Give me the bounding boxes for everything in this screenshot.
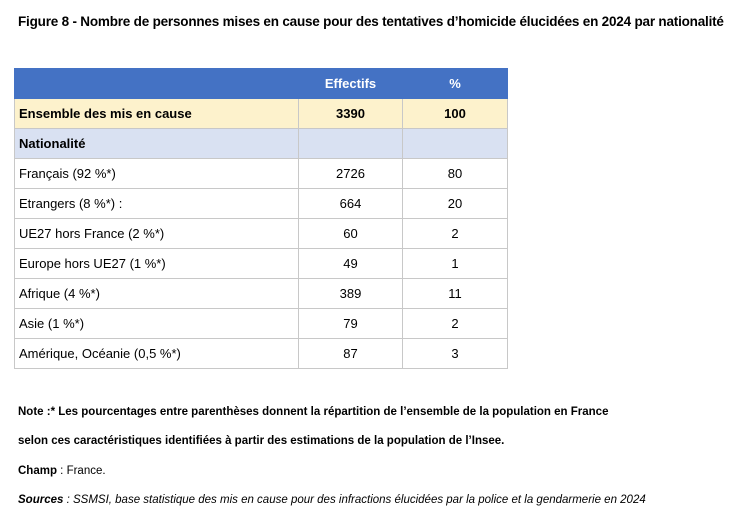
row-pct: 2 <box>403 309 508 339</box>
row-label: Amérique, Océanie (0,5 %*) <box>15 339 299 369</box>
data-table <box>14 68 508 369</box>
table-row <box>15 159 508 189</box>
note-line-1 <box>18 406 608 418</box>
row-effectifs: 79 <box>299 309 403 339</box>
row-label: Afrique (4 %*) <box>15 279 299 309</box>
table-section-row <box>15 129 508 159</box>
row-pct: 3 <box>403 339 508 369</box>
champ-label: Champ <box>18 465 57 477</box>
row-effectifs: 49 <box>299 249 403 279</box>
table-row <box>15 189 508 219</box>
table-row <box>15 309 508 339</box>
row-label: Asie (1 %*) <box>15 309 299 339</box>
note-line-2: selon ces caractéristiques identifiées à partir des estimations de la population de l’Insee. <box>18 435 505 447</box>
row-pct: 20 <box>403 189 508 219</box>
table-row <box>15 339 508 369</box>
row-pct: 2 <box>403 219 508 249</box>
header-cell-effectifs: Effectifs <box>299 69 403 99</box>
row-effectifs: 389 <box>299 279 403 309</box>
section-empty-cell <box>403 129 508 159</box>
sources-label: Sources <box>18 494 64 506</box>
row-label: UE27 hors France (2 %*) <box>15 219 299 249</box>
section-empty-cell <box>299 129 403 159</box>
champ-line <box>18 465 106 477</box>
header-cell-label <box>15 69 299 99</box>
total-label: Ensemble des mis en cause <box>15 99 299 129</box>
table-row <box>15 219 508 249</box>
figure-title: Figure 8 - Nombre de personnes mises en cause pour des tentatives d’homicide élucidées en 2024 par nationalité <box>18 14 724 29</box>
row-pct: 11 <box>403 279 508 309</box>
note-label: Note <box>18 406 44 418</box>
sources-line <box>18 494 646 506</box>
section-label: Nationalité <box>15 129 299 159</box>
table-total-row <box>15 99 508 129</box>
champ-text: : France. <box>56 465 106 477</box>
table-row <box>15 249 508 279</box>
table-row <box>15 279 508 309</box>
row-effectifs: 60 <box>299 219 403 249</box>
row-label: Europe hors UE27 (1 %*) <box>15 249 299 279</box>
row-pct: 1 <box>403 249 508 279</box>
row-label: Etrangers (8 %*) : <box>15 189 299 219</box>
sources-text: : SSMSI, base statistique des mis en cause pour des infractions élucidées par la police et la gendarmerie en 2024 <box>63 494 646 506</box>
total-pct: 100 <box>403 99 508 129</box>
row-pct: 80 <box>403 159 508 189</box>
note-text: :* Les pourcentages entre parenthèses donnent la répartition de l’ensemble de la population en France <box>43 406 609 418</box>
row-label: Français (92 %*) <box>15 159 299 189</box>
row-effectifs: 2726 <box>299 159 403 189</box>
row-effectifs: 87 <box>299 339 403 369</box>
row-effectifs: 664 <box>299 189 403 219</box>
header-cell-pct: % <box>403 69 508 99</box>
table-header-row <box>15 69 508 99</box>
total-effectifs: 3390 <box>299 99 403 129</box>
